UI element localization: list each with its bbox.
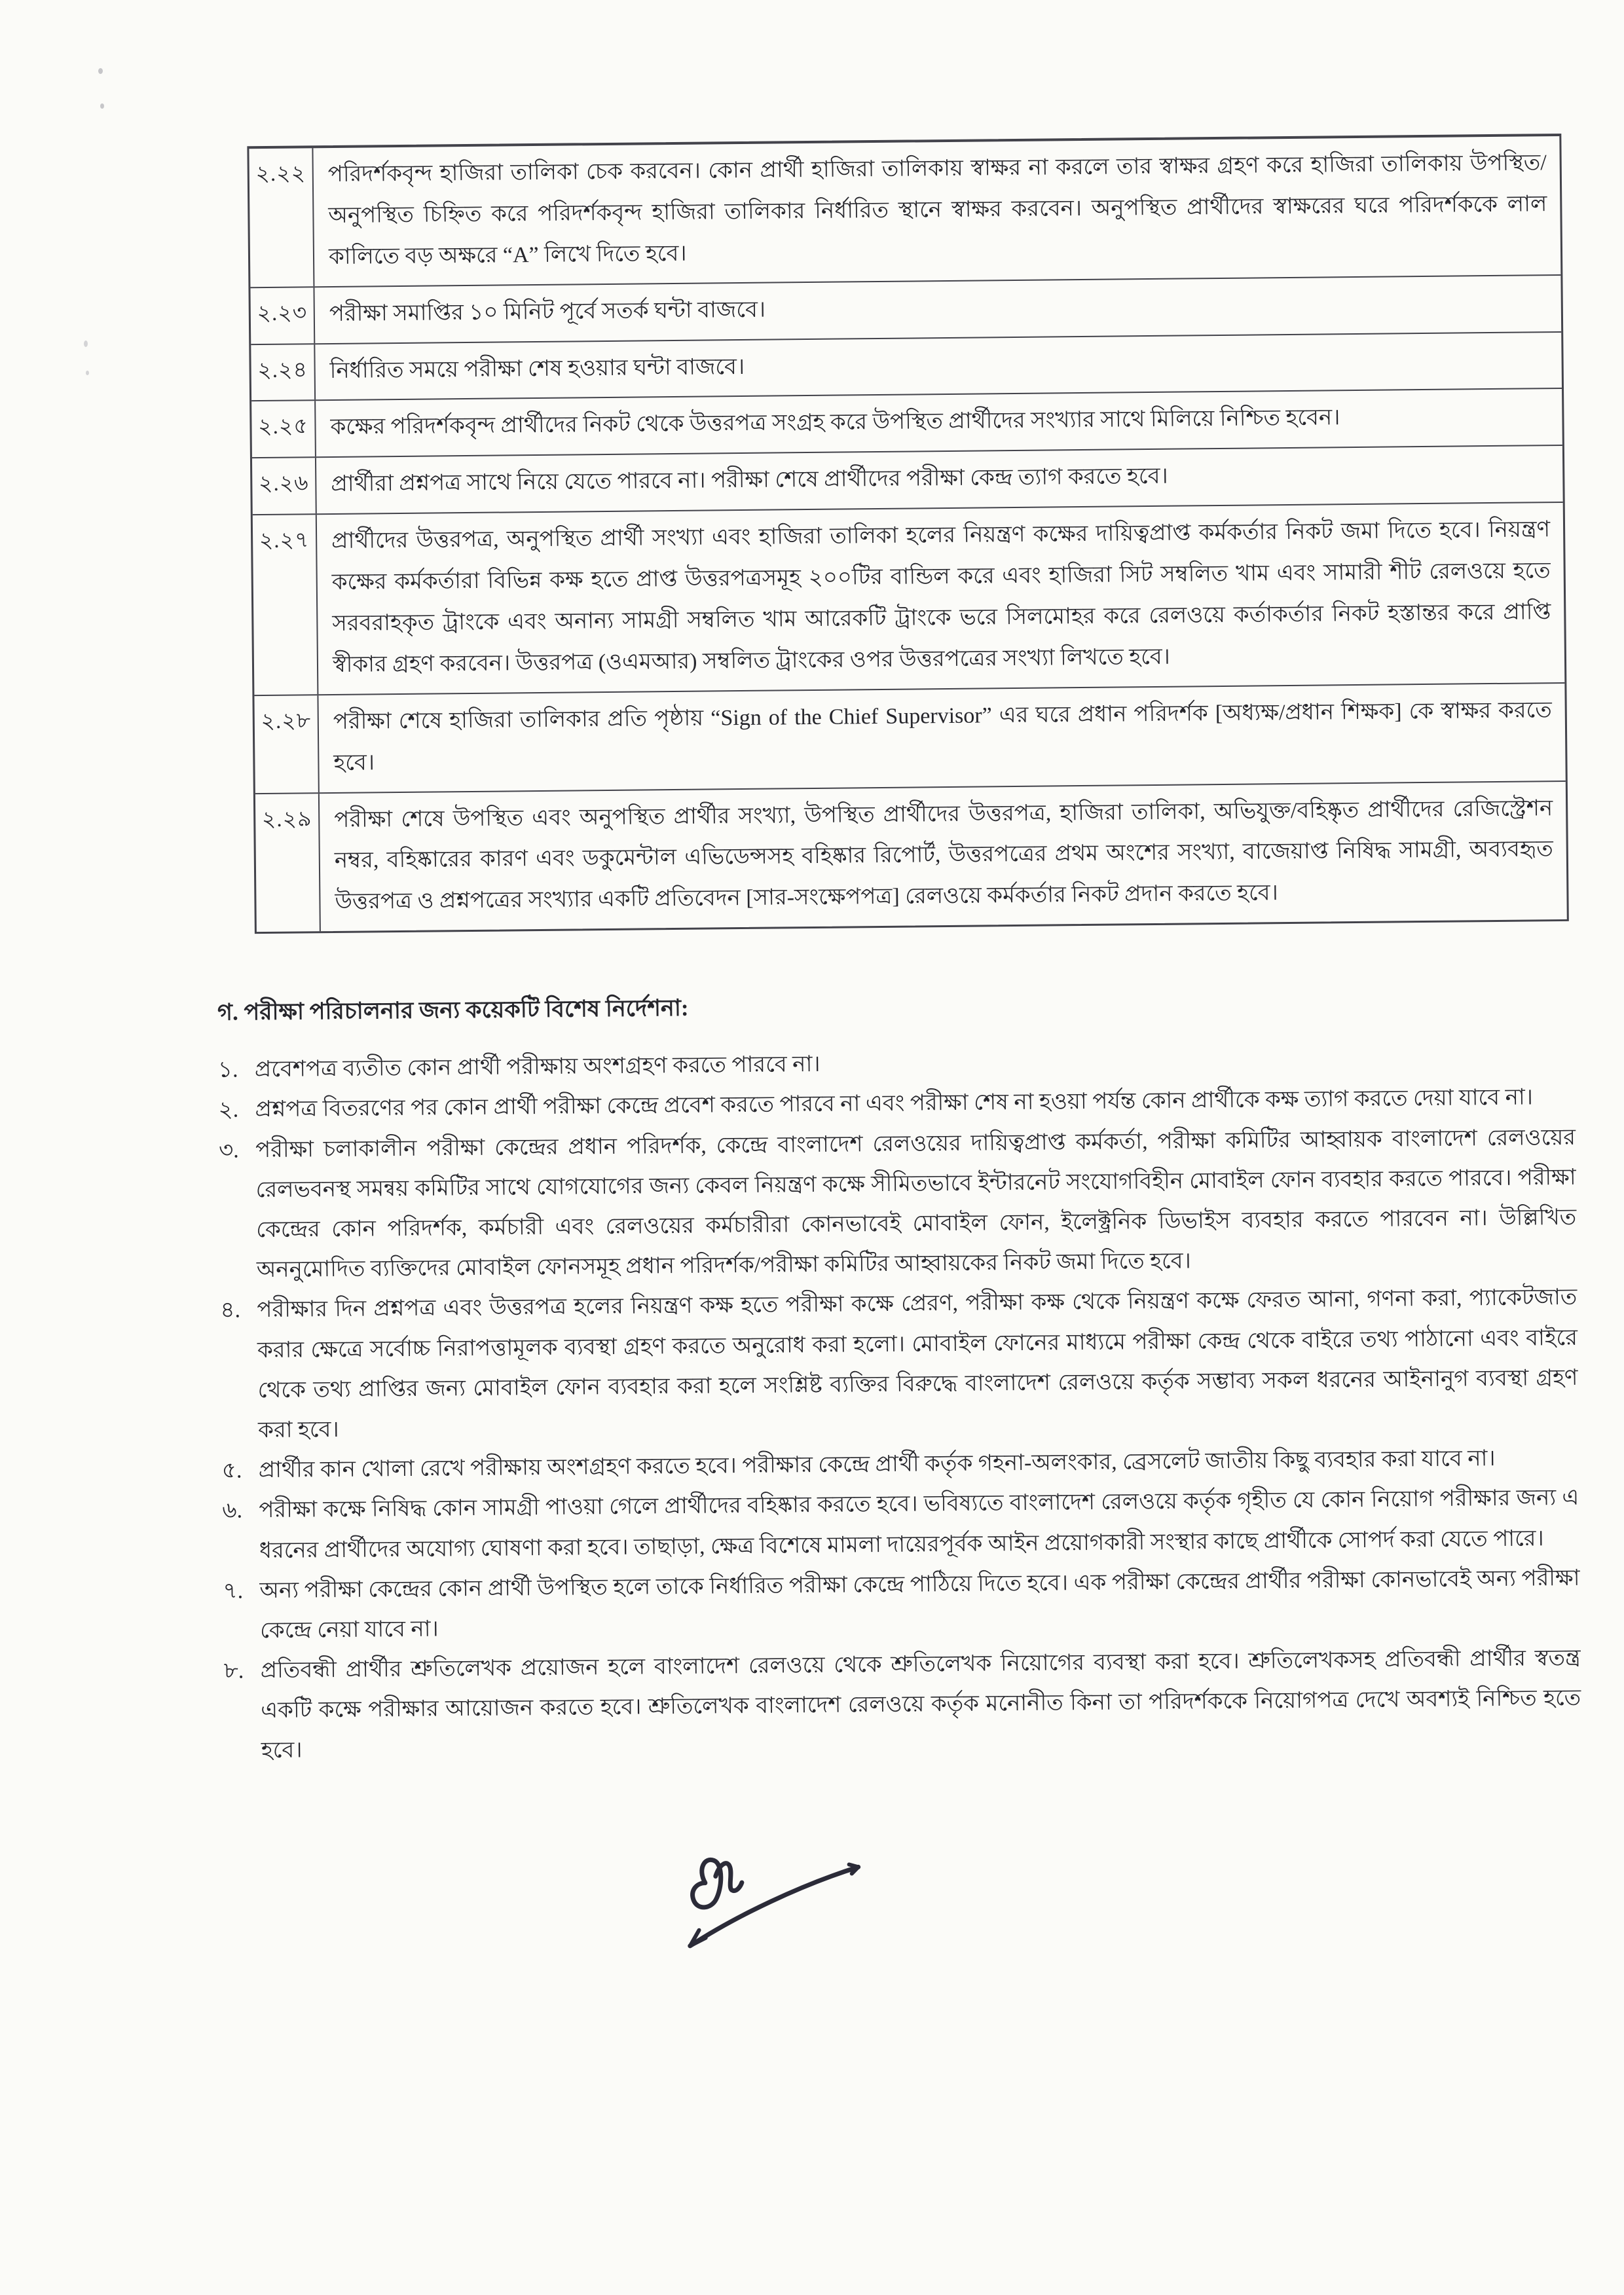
item-text: পরীক্ষার দিন প্রশ্নপত্র এবং উত্তরপত্র হলের নিয়ন্ত্রণ কক্ষ হতে পরীক্ষা কক্ষে প্রেরণ, পরীক্ষা কক্ষ থেকে নিয়ন্ত্রণ কক্ষে ফেরত আনা, গণনা করা, প্যাকেটজাত করার ক্ষেত্রে সর্বোচ্চ নিরাপত্তামূলক ব্যবস্থা গ্রহণ করতে অনুরোধ করা হলো। মোবাইল ফোনের মাধ্যমে পরীক্ষা কেন্দ্র থেকে বাইরে তথ্য পাঠানো এবং বাইরে থেকে তথ্য প্রাপ্তির জন্য মোবাইল ফোন ব্যবহার করা হলে সংশ্লিষ্ট ব্যক্তির বিরুদ্ধে বাংলাদেশ রেলওয়ে কর্তৃক সম্ভাব্য সকল ধরনের আইনানুগ ব্যবস্থা গ্রহণ করা হবে। [257,1285,1578,1443]
rule-number: ২.২৮ [254,695,319,793]
document-content [0,133,1624,1966]
list-item [223,1638,1581,1771]
item-number: ৮. [223,1659,244,1683]
rule-text: পরিদর্শকবৃন্দ হাজিরা তালিকা চেক করবেন। কোন প্রার্থী হাজিরা তালিকায় স্বাক্ষর না করলে তার স্বাক্ষর গ্রহণ করে হাজিরা তালিকায় উপস্থিত/অনুপস্থিত চিহ্নিত করে পরিদর্শকবৃন্দ হাজিরা তালিকার নির্ধারিত স্থানে স্বাক্ষর করবেন। অনুপস্থিত প্রার্থীদের স্বাক্ষরের ঘরে পরিদর্শককে লাল কালিতে বড় অক্ষরে “A” লিখে দিতে হবে। [327,151,1547,269]
special-instructions-list [218,1037,1581,1771]
item-text: পরীক্ষা কক্ষে নিষিদ্ধ কোন সামগ্রী পাওয়া গেলে প্রার্থীদের বহিষ্কার করতে হবে। ভবিষ্যতে বাংলাদেশ রেলওয়ে কর্তৃক গৃহীত যে কোন নিয়োগ পরীক্ষার জন্য এ ধরনের প্রার্থীদের অযোগ্য ঘোষণা করা হবে। তাছাড়া, ক্ষেত্র বিশেষে মামলা দায়েরপূর্বক আইন প্রয়োগকারী সংস্থার কাছে প্রার্থীকে সোপর্দ করা যেতে পারে। [259,1486,1579,1563]
item-text: অন্য পরীক্ষা কেন্দ্রের কোন প্রার্থী উপস্থিত হলে তাকে নির্ধারিত পরীক্ষা কেন্দ্রে পাঠিয়ে দিতে হবে। এক পরীক্ষা কেন্দ্রের প্রার্থীর পরীক্ষা কোনভাবেই অন্য পরীক্ষা কেন্দ্রে নেয়া যাবে না। [259,1566,1580,1643]
table-row [254,682,1565,793]
signature-icon [664,1841,881,1960]
item-number: ৫. [221,1458,242,1483]
table-row [255,780,1567,932]
rule-number: ২.২৯ [255,794,321,932]
signature-scribble [664,1841,881,1960]
rule-text: পরীক্ষা শেষে উপস্থিত এবং অনুপস্থিত প্রার্থীর সংখ্যা, উপস্থিত প্রার্থীদের উত্তরপত্র, হাজিরা তালিকা, অভিযুক্ত/বহিষ্কৃত প্রার্থীদের রেজিস্ট্রেশন নম্বর, বহিষ্কারের কারণ এবং ডকুমেন্টাল এভিডেন্সসহ বহিষ্কার রিপোর্ট, উত্তরপত্রের প্রথম অংশের সংখ্যা, বাজেয়াপ্ত নিষিদ্ধ সামগ্রী, অব্যবহৃত উত্তরপত্র ও প্রশ্নপত্রের সংখ্যার একটি প্রতিবেদন [সার-সংক্ষেপপত্র] রেলওয়ে কর্মকর্তার নিকট প্রদান করতে হবে। [334,796,1553,915]
rule-text: নির্ধারিত সময়ে পরীক্ষা শেষ হওয়ার ঘন্টা বাজবে। [329,354,745,383]
item-text: প্রার্থীর কান খোলা রেখে পরীক্ষায় অংশগ্রহণ করতে হবে। পরীক্ষার কেন্দ্রে প্রার্থী কর্তৃক গহনা-অলংকার, ব্রেসলেট জাতীয় কিছু ব্যবহার করা যাবে না। [258,1446,1496,1483]
table-row [249,136,1560,287]
item-number: ৩. [218,1138,239,1163]
exam-rules-table [247,134,1568,934]
item-number: ৪. [220,1298,241,1323]
list-item [219,1117,1577,1291]
item-number: ১. [217,1057,238,1082]
scan-speckle [100,103,104,109]
rule-text: প্রার্থীদের উত্তরপত্র, অনুপস্থিত প্রার্থী সংখ্যা এবং হাজিরা তালিকা হলের নিয়ন্ত্রণ কক্ষের দায়িত্বপ্রাপ্ত কর্মকর্তার নিকট জমা দিতে হবে। নিয়ন্ত্রণ কক্ষের কর্মকর্তারা বিভিন্ন কক্ষ হতে প্রাপ্ত উত্তরপত্রসমূহ ২০০টির বান্ডিল করে এবং হাজিরা সিট সম্বলিত খাম এবং সামারী শীট রেলওয়ে হতে সরবরাহকৃত ট্রাংকে এবং অনান্য সামগ্রী সম্বলিত খাম আরেকটি ট্রাংকে ভরে সিলমোহর করে রেলওয়ে কর্তাকর্তার নিকট হস্তান্তর করে প্রাপ্তি স্বীকার গ্রহণ করবেন। উত্তরপত্র (ওএমআর) সম্বলিত ট্রাংকের ওপর উত্তরপত্রের সংখ্যা লিখতে হবে। [331,517,1551,677]
rule-number: ২.২৭ [253,515,319,694]
list-item [223,1558,1580,1651]
rule-number: ২.২৩ [250,287,315,344]
item-text: প্রশ্নপত্র বিতরণের পর কোন প্রার্থী পরীক্ষা কেন্দ্রে প্রবেশ করতে পারবে না এবং পরীক্ষা শেষ না হওয়া পর্যন্ত কোন প্রার্থীকে কক্ষ ত্যাগ করতে দেয়া যাবে না। [255,1085,1534,1122]
list-item [220,1277,1578,1451]
rule-text: কক্ষের পরিদর্শকবৃন্দ প্রার্থীদের নিকট থেকে উত্তরপত্র সংগ্রহ করে উপস্থিত প্রার্থীদের সংখ্যার সাথে মিলিয়ে নিশ্চিত হবেন। [330,405,1340,440]
item-number: ৭. [223,1579,244,1604]
rule-text: পরীক্ষা শেষে হাজিরা তালিকার প্রতি পৃষ্ঠায় “Sign of the Chief Supervisor” এর ঘরে প্রধান পরিদর্শক [অধ্যক্ষ/প্রধান শিক্ষক] কে স্বাক্ষর করতে হবে। [333,697,1552,775]
item-number: ২. [218,1097,239,1123]
item-text: প্রবেশপত্র ব্যতীত কোন প্রার্থী পরীক্ষায় অংশগ্রহণ করতে পারবে না। [254,1052,821,1082]
rule-number: ২.২৪ [251,344,316,401]
rule-text: প্রার্থীরা প্রশ্নপত্র সাথে নিয়ে যেতে পারবে না। পরীক্ষা শেষে প্রার্থীদের পরীক্ষা কেন্দ্র ত্যাগ করতে হবে। [331,464,1168,497]
scan-speckle [98,68,103,74]
rule-number: ২.২২ [249,148,314,287]
item-text: প্রতিবন্ধী প্রার্থীর শ্রুতিলেখক প্রয়োজন হলে বাংলাদেশ রেলওয়ে থেকে শ্রুতিলেখক নিয়োগের ব্যবস্থা করা হবে। শ্রুতিলেখকসহ প্রতিবন্ধী প্রার্থীর স্বতন্ত্র একটি কক্ষে পরীক্ষার আয়োজন করতে হবে। শ্রুতিলেখক বাংলাদেশ রেলওয়ে কর্তৃক মনোনীত কিনা তা পরিদর্শককে নিয়োগপত্র দেখে অবশ্যই নিশ্চিত হতে হবে। [260,1645,1581,1763]
table-row [253,502,1565,695]
rule-text: পরীক্ষা সমাপ্তির ১০ মিনিট পূর্বে সতর্ক ঘন্টা বাজবে। [329,297,766,326]
section-ga-heading: গ. পরীক্ষা পরিচালনার জন্য কয়েকটি বিশেষ নির্দেশনা: [217,995,689,1025]
item-text: পরীক্ষা চলাকালীন পরীক্ষা কেন্দ্রের প্রধান পরিদর্শক, কেন্দ্রে বাংলাদেশ রেলওয়ের দায়িত্বপ্রাপ্ত কর্মকর্তা, পরীক্ষা কমিটির আহ্বায়ক বাংলাদেশ রেলওয়ের রেলভবনস্থ সমন্বয় কমিটির সাথে যোগযোগের জন্য কেবল নিয়ন্ত্রণ কক্ষে সীমিতভাবে ইন্টারনেট সংযোগবিহীন মোবাইল ফোন ব্যবহার করতে পারবে। পরীক্ষা কেন্দ্রের কোন পরিদর্শক, কর্মচারী এবং রেলওয়ের কর্মচারীরা কোনভাবেই মোবাইল ফোন, ইলেক্ট্রনিক ডিভাইস ব্যবহার করতে পারবেন না। উল্লিখিত অননুমোদিত ব্যক্তিদের মোবাইল ফোনসমূহ প্রধান পরিদর্শক/পরীক্ষা কমিটির আহ্বায়কের নিকট জমা দিতে হবে। [255,1125,1577,1283]
item-number: ৬. [222,1498,243,1524]
rule-number: ২.২৬ [252,458,317,515]
rule-number: ২.২৫ [251,401,316,458]
list-item [222,1478,1579,1571]
